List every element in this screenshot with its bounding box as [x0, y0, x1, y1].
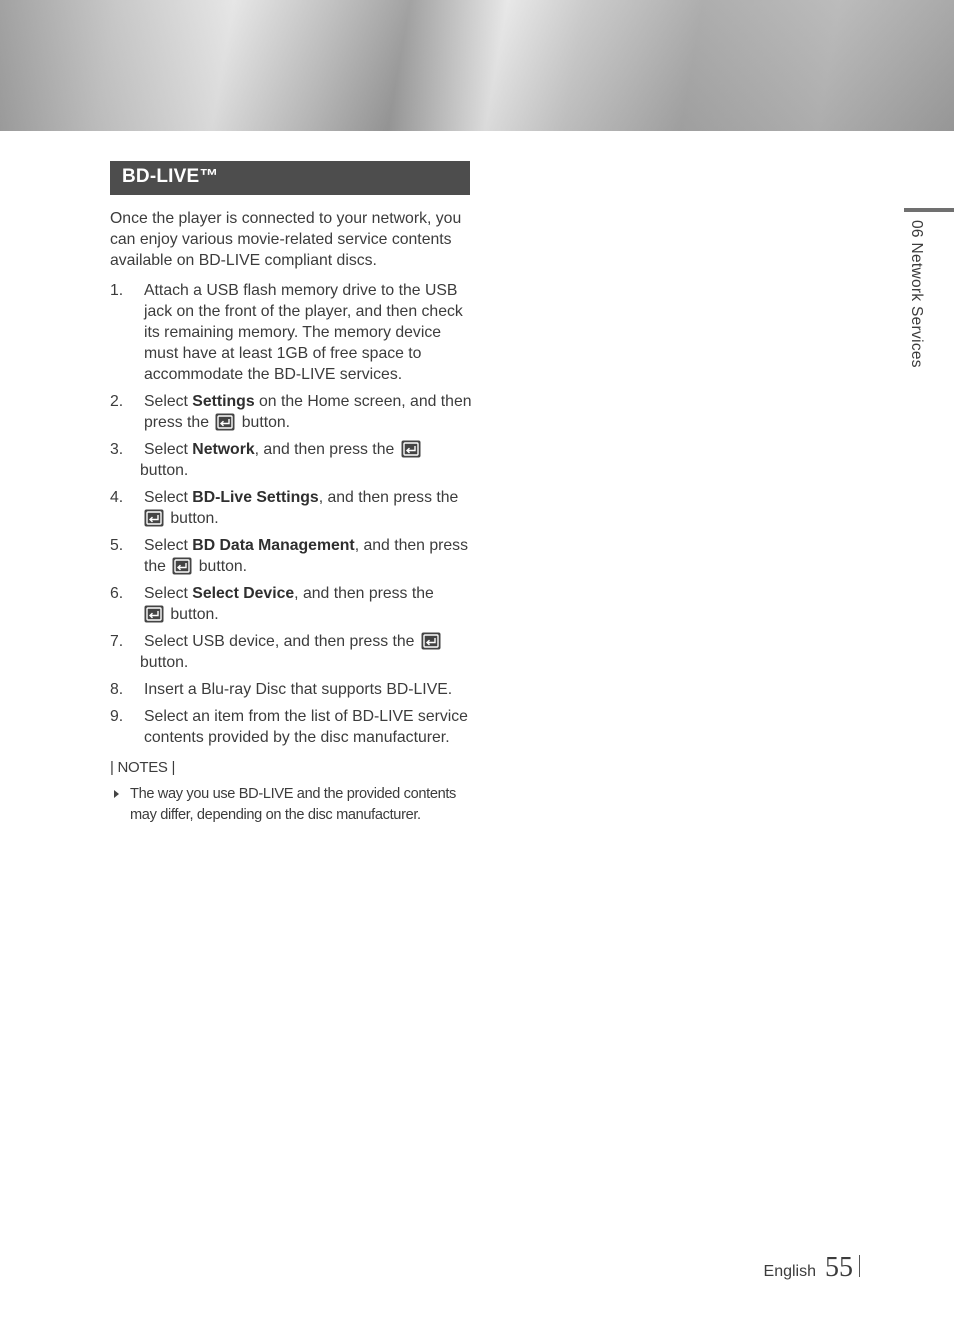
- top-banner: [0, 0, 954, 131]
- step-number: 1.: [110, 282, 124, 299]
- side-tab-label: 06 Network Services: [908, 220, 925, 368]
- section-title: BD-LIVE™: [122, 166, 219, 187]
- step-item: [110, 487, 472, 529]
- enter-button-icon: [144, 509, 164, 527]
- step-item: [110, 706, 472, 748]
- step-text: Select BD-Live Settings, and then press the button.: [144, 489, 459, 527]
- step-item: [110, 631, 472, 673]
- footer-language: English: [763, 1263, 816, 1280]
- note-text: The way you use BD-LIVE and the provided contents may differ, depending on the disc manufacturer.: [130, 786, 457, 823]
- menu-term: Network: [192, 441, 255, 458]
- menu-term: Settings: [192, 393, 255, 410]
- step-number: 3.: [110, 441, 124, 458]
- menu-term: BD Data Management: [192, 537, 355, 554]
- enter-button-icon: [144, 605, 164, 623]
- step-item: [110, 280, 472, 385]
- step-number: 7.: [110, 633, 124, 650]
- step-number: 9.: [110, 708, 124, 725]
- page-footer: [764, 1252, 860, 1284]
- enter-button-icon: [421, 632, 441, 650]
- step-item: [110, 679, 472, 700]
- steps-list: [110, 280, 472, 748]
- step-number: 8.: [110, 681, 124, 698]
- step-text: Insert a Blu-ray Disc that supports BD-LIVE.: [144, 681, 453, 698]
- step-text: Attach a USB flash memory drive to the USB jack on the front of the player, and then check its remaining memory. The memory device must have at least 1GB of free space to accommodate the BD-LIVE services.: [144, 282, 463, 383]
- intro-paragraph: Once the player is connected to your network, you can enjoy various movie-related service contents available on BD-LIVE compliant discs.: [110, 210, 462, 269]
- side-tab: [907, 220, 931, 410]
- step-number: 4.: [110, 489, 124, 506]
- note-item: [110, 784, 472, 826]
- step-item: [110, 391, 472, 433]
- step-item: [110, 439, 472, 481]
- notes-heading: | NOTES |: [110, 759, 176, 776]
- step-text: Select Settings on the Home screen, and then press the button.: [144, 393, 472, 431]
- enter-button-icon: [172, 557, 192, 575]
- main-content: [110, 208, 472, 826]
- enter-button-icon: [401, 440, 421, 458]
- step-number: 5.: [110, 537, 124, 554]
- step-number: 6.: [110, 585, 124, 602]
- menu-term: BD-Live Settings: [192, 489, 319, 506]
- triangle-bullet-icon: [114, 790, 119, 798]
- footer-divider: [859, 1255, 860, 1277]
- menu-term: Select Device: [192, 585, 295, 602]
- step-item: [110, 535, 472, 577]
- section-header: [110, 161, 470, 195]
- enter-button-icon: [215, 413, 235, 431]
- step-text: Select BD Data Management, and then press the button.: [144, 537, 468, 575]
- step-text: Select an item from the list of BD-LIVE service contents provided by the disc manufacturer.: [144, 708, 468, 746]
- step-item: [110, 583, 472, 625]
- step-text: Select Select Device, and then press the button.: [144, 585, 434, 623]
- side-tab-bar: [904, 208, 954, 212]
- page-number: 55: [825, 1252, 853, 1283]
- step-text: Select Network, and then press the button.: [144, 441, 423, 479]
- step-text: Select USB device, and then press the button.: [144, 633, 443, 671]
- step-number: 2.: [110, 393, 124, 410]
